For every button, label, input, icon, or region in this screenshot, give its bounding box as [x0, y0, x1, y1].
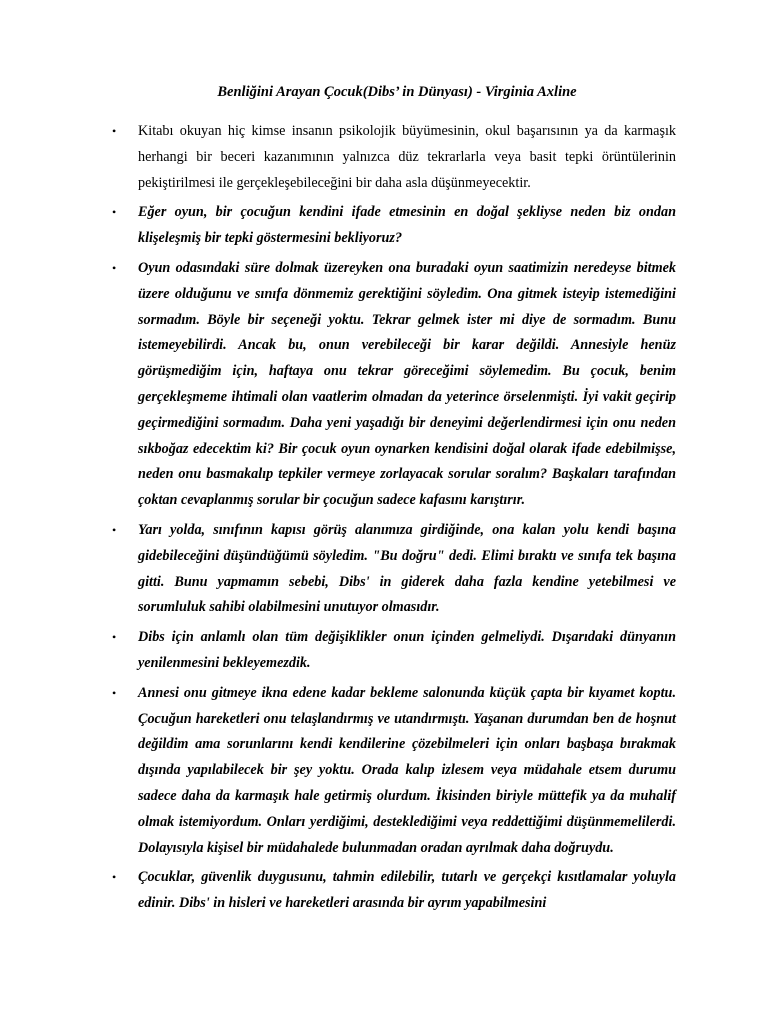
- list-item-text: Dibs için anlamlı olan tüm değişiklikler onun içinden gelmeliydi. Dışarıdaki dünyanın yenilenmesini bekleyemezdik.: [138, 629, 676, 671]
- document-title: Benliğini Arayan Çocuk(Dibs’ in Dünyası) - Virginia Axline: [217, 84, 577, 100]
- list-item-text: Oyun odasındaki süre dolmak üzereyken ona buradaki oyun saatimizin neredeyse bitmek üzere olduğunu ve sınıfa dönmemiz gerektiğini söyledim. Ona gitmek isteyip istemediğini sormadım. Böyle bir seçeneği yoktu. Tekrar gelmek ister mi diye de sormadım. Bunu istemeyebilirdi. Ancak bu, onun verebileceği bir karar değildi. Annesiyle henüz görüşmediğim için, haftaya onu tekrar göreceğimi söylemedim. Bu çocuk, benim gerçekleşmeme ihtimali olan vaatlerim olmadan da yeterince örselenmişti. İyi vakit geçirip geçirmediğini sormadım. Daha yeni yaşadığı bir deneyimi değerlendirmesi için onu neden sıkboğaz edecektim ki? Bir çocuk oyun oynarken kendisini doğal olarak ifade edebilmişse, neden onu basmakalıp tepkiler vermeye zorlayacak sorular soralım? Başkaları tarafından çoktan cevaplanmış sorular bir çocuğun sadece kafasını karıştırır.: [138, 259, 676, 509]
- list-item: [108, 200, 676, 252]
- list-item-text: Çocuklar, güvenlik duygusunu, tahmin edilebilir, tutarlı ve gerçekçi kısıtlamalar yoluyla edinir. Dibs' in hisleri ve hareketleri arasında bir ayrım yapabilmesini: [138, 869, 676, 912]
- list-item: [108, 681, 676, 862]
- list-item-text: Yarı yolda, sınıfının kapısı görüş alanımıza girdiğinde, ona kalan yolu kendi başına gidebileceğini düşündüğümü söyledim. "Bu doğru" dedi. Elimi bıraktı ve sınıfa tek başına gitti. Bunu yapmamın sebebi, Dibs' in giderek daha fazla kendine yetebilmesi ve sorumluluk sahibi olabilmesini unutuyor olmasıdır.: [138, 521, 676, 616]
- list-item: [108, 518, 676, 621]
- list-item: [108, 625, 676, 677]
- list-item: [108, 119, 676, 196]
- bullet-icon: •: [112, 205, 117, 220]
- bullet-icon: •: [112, 124, 117, 138]
- bullet-icon: •: [112, 685, 117, 700]
- bullet-icon: •: [112, 522, 117, 537]
- bullet-icon: •: [112, 870, 117, 885]
- list-item: [108, 256, 676, 514]
- bullet-list: [108, 119, 676, 917]
- list-item: [108, 865, 676, 917]
- list-item-text: Eğer oyun, bir çocuğun kendini ifade etmesinin en doğal şekliyse neden biz ondan klişeleşmiş bir tepki göstermesini bekliyoruz?: [138, 204, 676, 247]
- bullet-icon: •: [112, 260, 117, 275]
- list-item-text: Kitabı okuyan hiç kimse insanın psikolojik büyümesinin, okul başarısının ya da karmaşık herhangi bir beceri kazanımının yalnızca düz tekrarlarla veya basit tepki örüntülerinin pekiştirilmesi ile gerçekleşebileceğini bir daha asla düşünmeyecektir.: [138, 123, 676, 191]
- list-item-text: Annesi onu gitmeye ikna edene kadar bekleme salonunda küçük çapta bir kıyamet koptu. Çocuğun hareketleri onu telaşlandırmış ve utandırmıştı. Yaşanan durumdan ben de hoşnut değildim ama sorunlarını kendi kendilerine çözebilmeleri için onları başbaşa bırakmak dışında yapılabilecek bir şey yoktu. Orada kalıp izlesem veya müdahale etsem durumu sadece daha da karmaşık hale getirmiş olurdum. İkisinden biriyle müttefik ya da muhalif olmak istemiyordum. Onları yerdiğimi, desteklediğimi veya reddettiğimi düşünmemelilerdi. Dolayısıyla kişisel bir müdahalede bulunmadan oradan ayrılmak daha doğruydu.: [138, 684, 676, 856]
- bullet-icon: •: [112, 630, 117, 645]
